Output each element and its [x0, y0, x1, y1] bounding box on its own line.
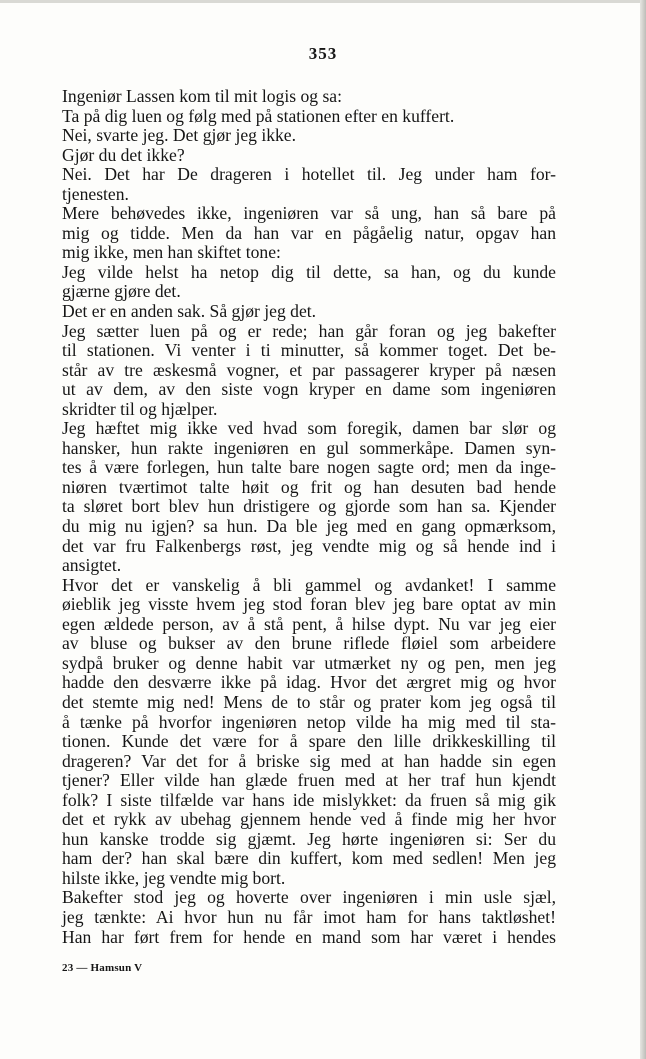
text-line: sydpå bruker og denne habit var utmærket ny og pen, men jeg: [62, 652, 556, 673]
text-line: Bakefter stod jeg og hoverte over ingeniøren i min usle sjæl,: [62, 887, 556, 908]
text-line: hadde den desværre ikke på idag. Hvor det ærgret mig og hvor: [62, 672, 556, 693]
text-line: hansker, hun rakte ingeniøren en gul sommerkåpe. Damen syn-: [62, 437, 556, 458]
footer-signature: 23 — Hamsun V: [62, 962, 143, 974]
text-line: Jeg sætter luen på og er rede; han går foran og jeg bakefter: [62, 320, 556, 341]
text-line: Nei. Det har De drageren i hotellet til. Jeg under ham for-: [62, 164, 556, 185]
text-line: hun kanske trodde sig gjæmt. Jeg hørte ingeniøren si: Ser du: [62, 828, 556, 849]
text-line: Ingeniør Lassen kom til mit logis og sa:: [62, 86, 343, 106]
text-line: av bluse og bukser av den brune riflede fløiel som arbeidere: [62, 633, 556, 654]
page-right-edge: [640, 0, 646, 1059]
text-line: niøren tværtimot talte høit og frit og han desuten bad hende: [62, 476, 556, 497]
text-line: står av tre æskesmå vogner, et par passagerer kryper på næsen: [62, 359, 556, 380]
text-line: Ta på dig luen og følg med på stationen efter en kuffert.: [62, 105, 455, 126]
text-line: å tænke på hvorfor ingeniøren netop vilde ha mig med til sta-: [62, 711, 556, 732]
text-line: Nei, svarte jeg. Det gjør jeg ikke.: [62, 125, 297, 146]
text-line: mig og tidde. Men da han var en pågåelig natur, opgav han: [62, 222, 556, 243]
text-line: folk? I siste tilfælde var hans ide mislykket: da fruen så mig gik: [62, 789, 556, 810]
text-line: du mig nu igjen? sa hun. Da ble jeg med en gang opmærksom,: [62, 516, 556, 537]
text-line: ta sløret bort blev hun dristigere og gjorde som han sa. Kjender: [62, 496, 556, 517]
text-line: tjener? Eller vilde han glæde fruen med at her traf hun kjendt: [62, 770, 556, 791]
text-line: Hvor det er vanskelig å bli gammel og avdanket! I samme: [62, 574, 556, 595]
text-line: jeg tænkte: Ai hvor hun nu får imot ham for hans taktløshet!: [62, 906, 556, 927]
text-line: drageren? Var det for å briske sig med at han hadde sin egen: [62, 750, 556, 771]
text-line: Gjør du det ikke?: [62, 144, 185, 165]
text-line: Han har ført frem for hende en mand som har været i hendes: [62, 926, 556, 947]
text-line: det et rykk av ubehag gjennem hende ved å finde mig her hvor: [62, 809, 556, 830]
text-line: til stationen. Vi venter i ti minutter, så kommer toget. Det be-: [62, 340, 556, 361]
text-line: tes å være forlegen, hun talte bare nogen sagte ord; men da inge-: [62, 457, 556, 478]
text-line: Jeg hæftet mig ikke ved hvad som foregik, damen bar slør og: [62, 418, 556, 439]
text-line: skridter til og hjælper.: [62, 398, 218, 419]
text-line: Det er en anden sak. Så gjør jeg det.: [62, 301, 317, 322]
page-top-edge: [0, 0, 646, 3]
text-line: gjærne gjøre det.: [62, 281, 181, 302]
body-text: [62, 87, 556, 947]
text-line: det stemte mig ned! Mens de to står og prater kom jeg også til: [62, 691, 556, 712]
text-line: tjenesten.: [62, 183, 129, 204]
page-number: 353: [308, 44, 338, 63]
text-line: ut av dem, av den siste vogn kryper en dame som ingeniøren: [62, 379, 556, 400]
text-line: ansigtet.: [62, 555, 122, 576]
text-line: egen ældede person, av å stå pent, å hilse dypt. Nu var jeg eier: [62, 613, 556, 634]
text-line: øieblik jeg visste hvem jeg stod foran blev jeg bare optat av min: [62, 594, 556, 615]
text-line: Jeg vilde helst ha netop dig til dette, sa han, og du kunde: [62, 261, 556, 282]
text-line: Mere behøvedes ikke, ingeniøren var så ung, han så bare på: [62, 203, 556, 224]
text-line: tionen. Kunde det være for å spare den lille drikkeskilling til: [62, 731, 556, 752]
text-line: hilste ikke, jeg vendte mig bort.: [62, 867, 286, 888]
text-line: mig ikke, men han skiftet tone:: [62, 242, 281, 263]
text-line: ham der? han skal bære din kuffert, kom med sedlen! Men jeg: [62, 848, 556, 869]
text-line: det var fru Falkenbergs røst, jeg vendte mig og så hende ind i: [62, 535, 556, 556]
